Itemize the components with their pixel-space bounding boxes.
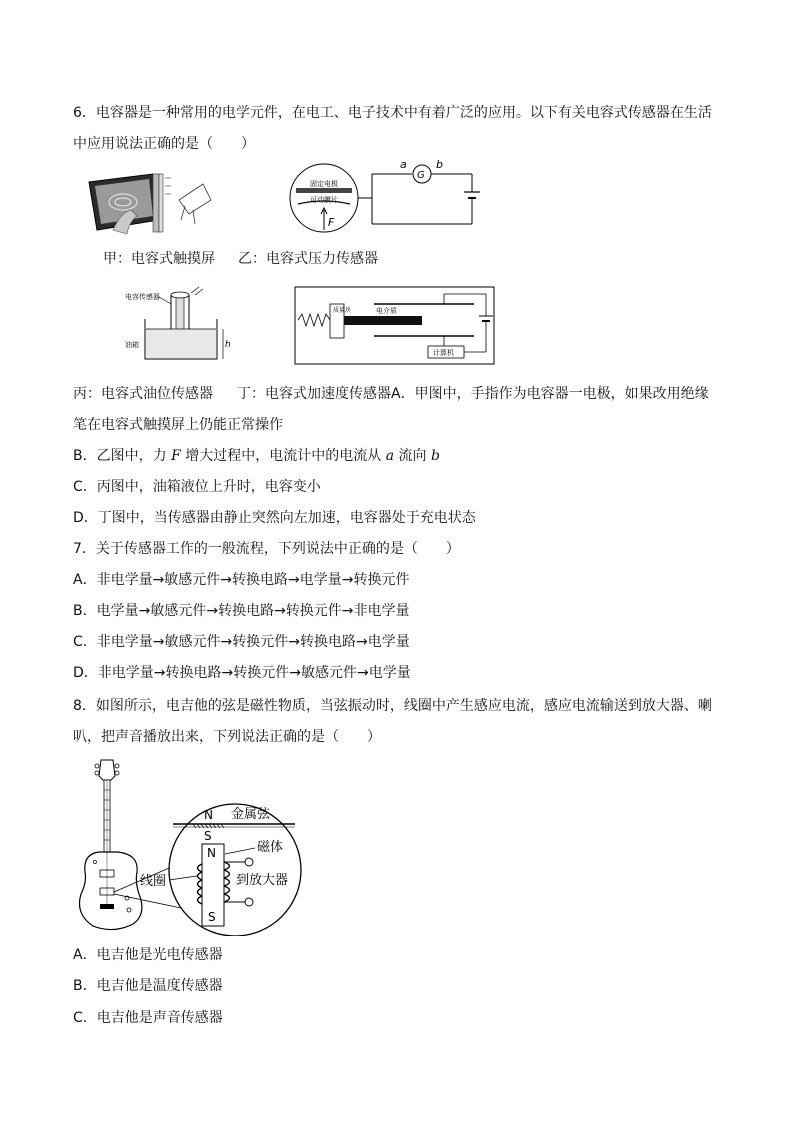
q6-option-c: C．丙图中，油箱液位上升时，电容变小: [73, 479, 321, 495]
oil-level-sensor-figure: [125, 283, 235, 365]
string-n-label: N: [204, 808, 213, 822]
computer-label: 计算机: [433, 349, 454, 357]
q6-stem-line2: 中应用说法正确的是（ ）: [73, 136, 255, 152]
galvanometer-label: G: [417, 170, 425, 181]
q8-option-c: C．电吉他是声音传感器: [73, 1010, 223, 1026]
caption-ding-and-option-a: 丁：电容式加速度传感器A．甲图中，手指作为电容器一电极，如果改用绝缘: [237, 386, 709, 402]
caption-yi: 乙：电容式压力传感器: [238, 251, 378, 267]
caption-jia: 甲：电容式触摸屏: [103, 251, 215, 267]
q7-stem: 7．关于传感器工作的一般流程，下列说法中正确的是（ ）: [73, 541, 460, 557]
magnet-label: 磁体: [257, 840, 284, 855]
mass-label-text: 质量块: [333, 307, 352, 314]
q7-option-a: A．非电学量→敏感元件→转换电路→电学量→转换元件: [73, 572, 410, 588]
q6-option-b-mid: 增大过程中，电流计中的电流从: [180, 448, 386, 464]
coil-label: 线圈: [140, 874, 167, 889]
q7-option-b: B．电学量→敏感元件→转换电路→转换元件→非电学量: [73, 603, 410, 619]
q8-stem-line2: 叭，把声音播放出来，下列说法正确的是（ ）: [73, 729, 381, 745]
oil-tank-label: 油箱: [125, 341, 139, 349]
metal-string-label: 金属弦: [231, 807, 271, 822]
q6-option-b-f: F: [171, 448, 181, 464]
q8-stem-line1: 8．如图所示，电吉他的弦是磁性物质，当弦振动时，线圈中产生感应电流，感应电流输送到放大器、喇: [73, 698, 712, 714]
q7-option-c: C．非电学量→敏感元件→转换元件→转换电路→电学量: [73, 634, 410, 650]
q7-option-d: D．非电学量→转换电路→转换元件→敏感元件→电学量: [73, 665, 411, 681]
magnet-s-label: S: [208, 910, 216, 924]
magnet-n-label: N: [207, 846, 216, 860]
q6-stem-line1: 6．电容器是一种常用的电学元件，在电工、电子技术中有着广泛的应用。以下有关电容式传感器在生活: [73, 105, 712, 121]
movable-diaphragm-label: 可动膜片: [310, 196, 338, 204]
terminal-b-label: b: [436, 158, 443, 171]
q8-option-b: B．电吉他是温度传感器: [73, 978, 223, 994]
caption-bing: 丙：电容式油位传感器: [73, 386, 213, 402]
q6-option-a-cont: 笔在电容式触摸屏上仍能正常操作: [73, 417, 283, 433]
acceleration-sensor-figure: [294, 286, 496, 366]
dielectric-label: 电介质: [376, 307, 397, 315]
electric-guitar-figure: [73, 758, 305, 936]
pressure-sensor-figure: [288, 158, 488, 236]
height-label: h: [225, 340, 231, 350]
mass-block-label: [333, 306, 351, 314]
touch-layers-figure: [145, 170, 220, 235]
string-s-label: S: [204, 829, 212, 843]
to-amplifier-label: 到放大器: [236, 873, 289, 888]
q6-option-b-b: b: [430, 448, 440, 464]
force-label: F: [328, 216, 335, 229]
q6-option-d: D．丁图中，当传感器由静止突然向左加速，电容器处于充电状态: [73, 510, 476, 526]
terminal-a-label: a: [400, 158, 407, 171]
fixed-electrode-label: 固定电极: [310, 180, 338, 188]
q6-option-b-mid2: 流向: [394, 448, 431, 464]
q6-option-b-a: a: [385, 448, 395, 464]
sensor-label: 电容传感器: [125, 293, 160, 301]
q6-option-b-pre: B．乙图中，力: [73, 448, 172, 464]
q8-option-a: A．电吉他是光电传感器: [73, 947, 223, 963]
q6-option-b: [73, 447, 440, 465]
